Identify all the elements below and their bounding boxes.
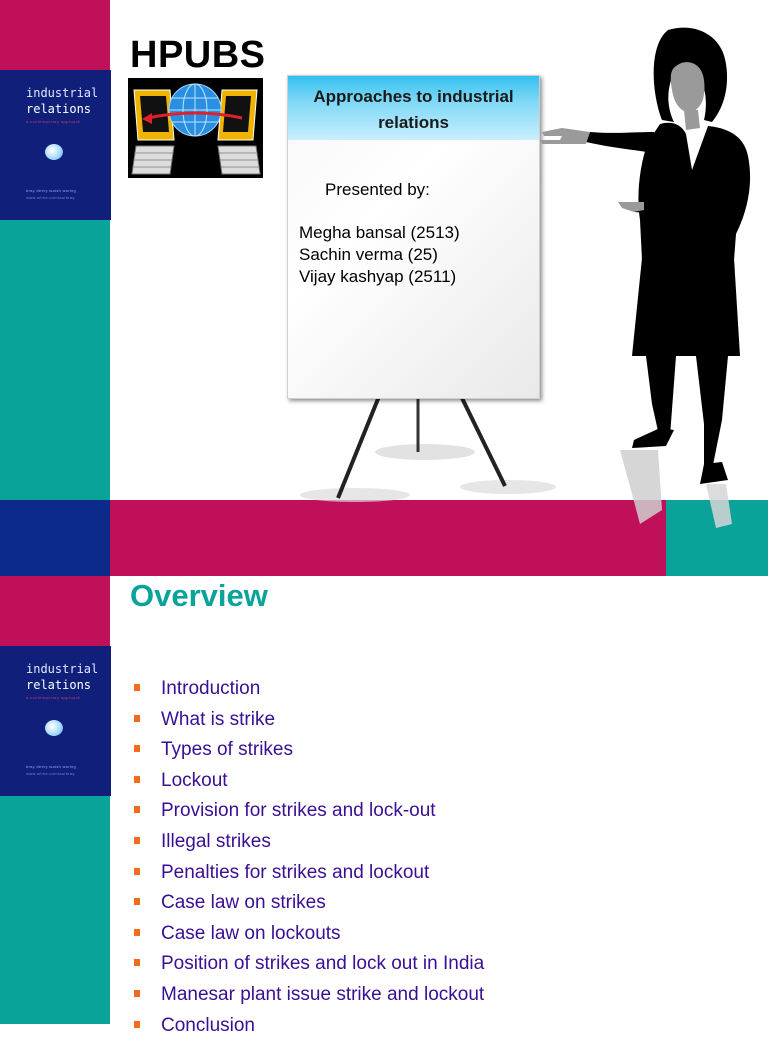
bullet-marker-icon bbox=[134, 898, 140, 905]
bullet-marker-icon bbox=[134, 806, 140, 813]
cover-footer1: bray deery walsh waring bbox=[26, 188, 77, 193]
cover-globe-icon bbox=[45, 720, 63, 736]
left-band-teal bbox=[0, 796, 110, 1024]
slide-title: Overview bbox=[130, 578, 268, 613]
list-item bbox=[130, 984, 484, 1015]
list-item bbox=[130, 678, 484, 709]
bottom-band-navy bbox=[0, 500, 110, 576]
easel-board bbox=[287, 75, 540, 399]
presenter-woman-silhouette bbox=[536, 24, 768, 529]
cover-footer1: bray deery walsh waring bbox=[26, 764, 77, 769]
presenter-name: Megha bansal (2513) bbox=[299, 223, 460, 242]
presentation-title: Approaches to industrial relations bbox=[313, 87, 514, 132]
easel-stand bbox=[270, 390, 570, 510]
cover-line2: relations bbox=[26, 678, 92, 692]
cover-line2: relations bbox=[26, 102, 92, 116]
list-item bbox=[130, 831, 484, 862]
presenter-name: Sachin verma (25) bbox=[299, 245, 438, 264]
list-item bbox=[130, 892, 484, 923]
list-item bbox=[130, 862, 484, 893]
list-item-text: Lockout bbox=[161, 769, 228, 791]
list-item-text: What is strike bbox=[161, 708, 276, 730]
list-item-text: Provision for strikes and lock-out bbox=[161, 800, 436, 822]
org-title: HPUBS bbox=[130, 34, 266, 76]
cover-globe-icon bbox=[45, 144, 63, 160]
list-item bbox=[130, 739, 484, 770]
overview-slide bbox=[0, 576, 768, 1036]
bullet-marker-icon bbox=[134, 684, 140, 691]
easel-header bbox=[288, 76, 539, 140]
left-band-teal bbox=[0, 220, 110, 500]
cover-subtitle: a contemporary approach bbox=[26, 695, 81, 700]
cover-subtitle: a contemporary approach bbox=[26, 119, 81, 124]
list-item-text: Penalties for strikes and lockout bbox=[161, 861, 430, 883]
list-item bbox=[130, 923, 484, 954]
list-item bbox=[130, 709, 484, 740]
list-item-text: Conclusion bbox=[161, 1014, 255, 1036]
list-item bbox=[130, 953, 484, 984]
bullet-marker-icon bbox=[134, 959, 140, 966]
cover-footer2: www.mhhe.com/au/bray bbox=[26, 195, 75, 200]
book-cover bbox=[0, 70, 111, 220]
list-item-text: Case law on strikes bbox=[161, 892, 326, 914]
left-band-top bbox=[0, 0, 110, 70]
list-item-text: Manesar plant issue strike and lockout bbox=[161, 983, 485, 1005]
bullet-marker-icon bbox=[134, 776, 140, 783]
computer-terminal-icon bbox=[130, 80, 261, 176]
bullet-marker-icon bbox=[134, 745, 140, 752]
list-item bbox=[130, 800, 484, 831]
presenter-list bbox=[299, 222, 460, 288]
bullet-marker-icon bbox=[134, 1021, 140, 1028]
book-cover bbox=[0, 646, 111, 796]
list-item-text: Illegal strikes bbox=[161, 830, 271, 852]
list-item-text: Introduction bbox=[161, 678, 261, 699]
presented-by-label: Presented by: bbox=[325, 180, 430, 199]
left-band-top bbox=[0, 576, 110, 646]
cover-line1: industrial bbox=[26, 662, 99, 676]
presenter-name: Vijay kashyap (2511) bbox=[299, 267, 457, 286]
cover-line1: industrial bbox=[26, 86, 99, 100]
bullet-marker-icon bbox=[134, 868, 140, 875]
bullet-marker-icon bbox=[134, 715, 140, 722]
list-item-text: Position of strikes and lock out in India bbox=[161, 953, 485, 975]
overview-list bbox=[130, 678, 484, 1045]
bullet-marker-icon bbox=[134, 990, 140, 997]
list-item bbox=[130, 1015, 484, 1045]
globe-network-icon bbox=[169, 84, 221, 136]
list-item-text: Types of strikes bbox=[161, 739, 293, 761]
cover-footer2: www.mhhe.com/au/bray bbox=[26, 771, 75, 776]
bullet-marker-icon bbox=[134, 837, 140, 844]
bullet-marker-icon bbox=[134, 929, 140, 936]
network-logo bbox=[128, 78, 263, 178]
list-item-text: Case law on lockouts bbox=[161, 922, 341, 944]
list-item bbox=[130, 770, 484, 801]
